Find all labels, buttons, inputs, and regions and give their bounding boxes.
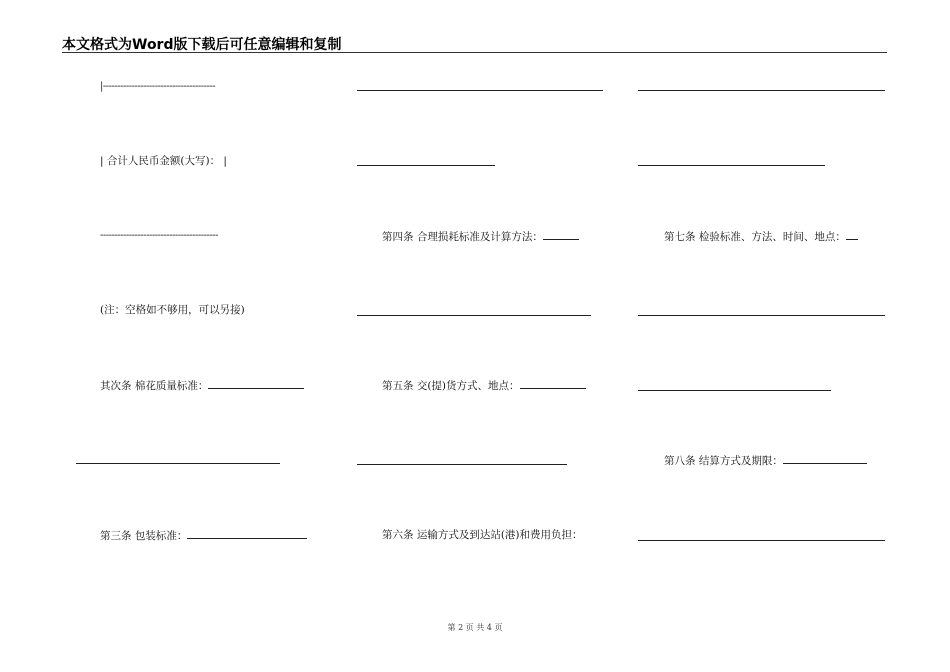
table-dash-row: |--------------------------------------- [100,81,216,92]
blank-line-right-5[interactable] [638,540,885,541]
article-8-fill-field[interactable] [783,454,867,464]
article-3-label: 第三条 包装标准： [100,530,188,542]
blank-line-right-1[interactable] [638,90,885,91]
blank-line-right-3[interactable] [638,315,885,316]
article-4 [382,230,579,243]
blank-line-mid-3[interactable] [357,315,591,316]
article-7-fill-field[interactable] [846,230,858,240]
article-2 [100,379,304,392]
blank-line-right-2[interactable] [638,165,825,166]
page-number-footer: 第 2 页 共 4 页 [447,623,503,632]
article-3 [100,529,307,542]
blank-line-mid-4[interactable] [357,464,567,465]
article-2-label: 其次条 棉花质量标准： [100,380,209,392]
blank-line-mid-2[interactable] [357,165,495,166]
total-amount-label: | 合计人民币金额(大写)： | [100,155,227,167]
article-8 [664,454,867,467]
article-6-label: 第六条 运输方式及到达站(港)和费用负担： [382,529,583,541]
document-header-title: 本文格式为Word版下载后可任意编辑和复制 [62,37,342,53]
article-3-fill-field[interactable] [187,529,307,539]
article-5-fill-field[interactable] [520,379,586,389]
article-5-label: 第五条 交(提)货方式、地点： [382,380,520,392]
blank-line-right-4[interactable] [638,390,831,391]
article-7-label: 第七条 检验标准、方法、时间、地点： [664,231,846,243]
article-6 [382,529,583,541]
blank-line-left-1[interactable] [76,463,280,464]
blank-line-mid-1[interactable] [357,90,603,91]
note-text: (注：空格如不够用，可以另接) [100,304,245,316]
article-4-label: 第四条 合理损耗标准及计算方法： [382,231,543,243]
table-dash-bottom: ----------------------------------------- [100,230,219,241]
article-4-fill-field[interactable] [543,230,579,240]
article-8-label: 第八条 结算方式及期限： [664,455,783,467]
article-7 [664,230,858,243]
article-5 [382,379,586,392]
header-divider [62,52,887,53]
article-2-fill-field[interactable] [208,379,304,389]
